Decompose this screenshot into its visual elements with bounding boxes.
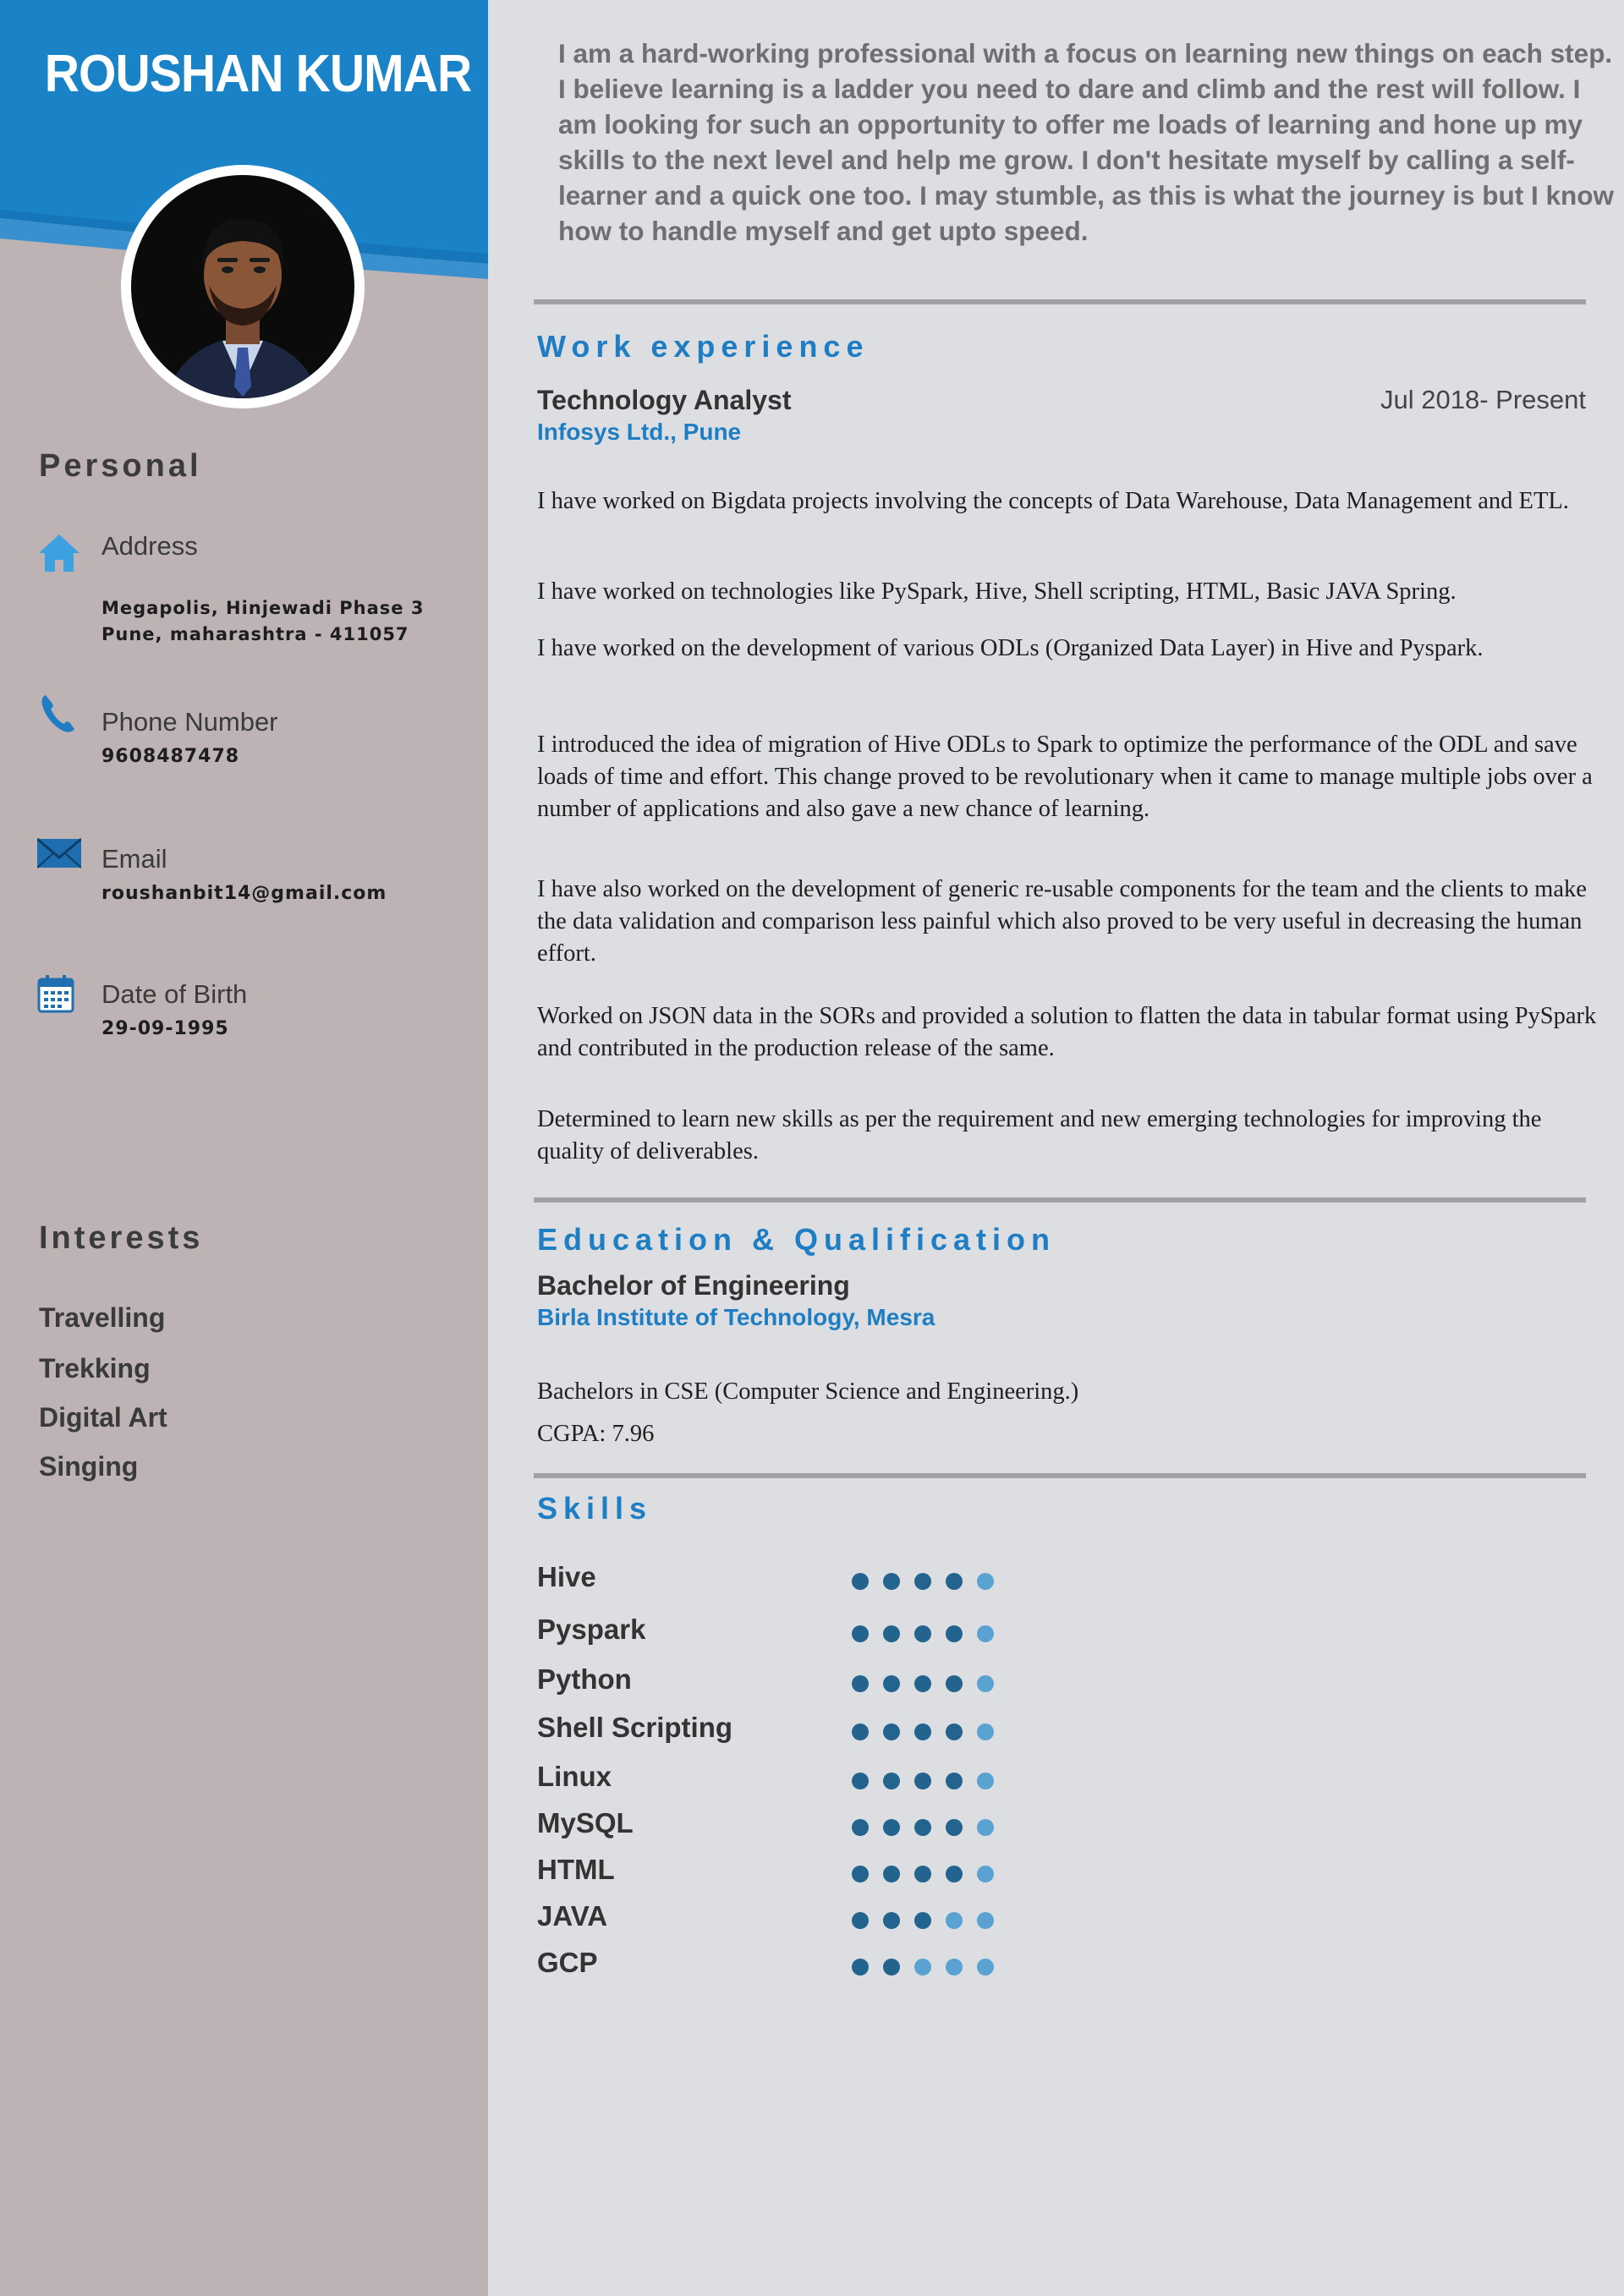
interest-item: Travelling xyxy=(39,1302,166,1333)
work-paragraph: I have worked on technologies like PySpark, Hive, Shell scripting, HTML, Basic JAVA Spring. xyxy=(537,578,1457,605)
rating-dot-filled xyxy=(883,1625,900,1642)
skill-rating xyxy=(850,1719,1002,1745)
work-paragraph: Worked on JSON data in the SORs and provided a solution to flatten the data in tabular format using PySpark and contributed in the production release of the same. xyxy=(537,1003,1597,1061)
skill-name: Python xyxy=(537,1663,632,1695)
profile-summary: I am a hard-working professional with a focus on learning new things on each step. I believe learning is a ladder you need to dare and climb and the rest will follow. I am looking for such an opportunity to offer me loads of learning and hone up my skills to the next level and help me grow. I don't hesitate myself by calling a self-learner and a quick one too. I may stumble, as this is what the journey is but I know how to handle myself and get upto speed. xyxy=(558,38,1615,246)
rating-dot-filled xyxy=(883,1912,900,1929)
rating-dot-filled xyxy=(852,1723,869,1740)
skill-rating xyxy=(850,1861,1002,1887)
skill-name: GCP xyxy=(537,1947,598,1978)
rating-dot-filled xyxy=(852,1573,869,1590)
work-paragraph: Determined to learn new skills as per the requirement and new emerging technologies for improving the quality of deliverables. xyxy=(537,1106,1542,1164)
rating-dot-filled xyxy=(852,1773,869,1789)
address-line-2: Pune, maharashtra - 411057 xyxy=(102,624,409,644)
rating-dot-filled xyxy=(946,1625,963,1642)
interest-item: Singing xyxy=(39,1451,139,1482)
job-dates: Jul 2018- Present xyxy=(1380,385,1586,414)
education-detail: Bachelors in CSE (Computer Science and Engineering.) xyxy=(537,1378,1079,1405)
interest-item: Digital Art xyxy=(39,1402,167,1433)
skill-rating xyxy=(850,1569,1002,1594)
skill-rating xyxy=(850,1908,1002,1933)
phone-icon xyxy=(37,692,81,736)
calendar-icon xyxy=(37,974,81,1018)
rating-dot-filled xyxy=(914,1819,931,1836)
work-paragraph: I introduced the idea of migration of Hive ODLs to Spark to optimize the performance of the ODL and save loads of time and effort. This change proved to be revolutionary when it came to manage multiple jobs over a number of applications and also gave a new chance of learning. xyxy=(537,732,1593,822)
rating-dot-filled xyxy=(914,1573,931,1590)
skill-rating xyxy=(850,1815,1002,1840)
skills-heading: Skills xyxy=(537,1491,653,1526)
company-name: Infosys Ltd., Pune xyxy=(537,419,742,445)
education-detail: CGPA: 7.96 xyxy=(537,1421,655,1447)
rating-dot-empty xyxy=(977,1573,994,1590)
rating-dot-filled xyxy=(946,1573,963,1590)
work-paragraph: I have worked on the development of various ODLs (Organized Data Layer) in Hive and Pyspark. xyxy=(537,635,1484,661)
institute-name: Birla Institute of Technology, Mesra xyxy=(537,1304,935,1330)
skill-name: Shell Scripting xyxy=(537,1712,733,1743)
rating-dot-filled xyxy=(946,1819,963,1836)
rating-dot-filled xyxy=(946,1773,963,1789)
rating-dot-filled xyxy=(852,1625,869,1642)
rating-dot-empty xyxy=(946,1959,963,1975)
rating-dot-filled xyxy=(914,1675,931,1692)
email-value[interactable]: roushanbit14@gmail.com xyxy=(102,883,387,904)
rating-dot-filled xyxy=(852,1959,869,1975)
rating-dot-filled xyxy=(883,1573,900,1590)
rating-dot-empty xyxy=(946,1912,963,1929)
rating-dot-empty xyxy=(977,1912,994,1929)
education-heading: Education & Qualification xyxy=(537,1222,1056,1257)
rating-dot-filled xyxy=(914,1866,931,1882)
work-paragraph: I have also worked on the development of generic re-usable components for the team and the clients to make the data validation and comparison less painful which also proved to be very useful in decreasing the human effort. xyxy=(537,876,1587,967)
address-label: Address xyxy=(102,531,198,561)
rating-dot-filled xyxy=(946,1675,963,1692)
work-paragraph: I have worked on Bigdata projects involving the concepts of Data Warehouse, Data Management and ETL. xyxy=(537,488,1569,514)
rating-dot-empty xyxy=(977,1819,994,1836)
skill-rating xyxy=(850,1671,1002,1696)
rating-dot-filled xyxy=(883,1819,900,1836)
envelope-icon xyxy=(37,836,81,879)
interest-item: Trekking xyxy=(39,1353,151,1384)
rating-dot-filled xyxy=(946,1723,963,1740)
rating-dot-filled xyxy=(883,1773,900,1789)
skill-name: HTML xyxy=(537,1854,615,1885)
address-line-1: Megapolis, Hinjewadi Phase 3 xyxy=(102,598,425,618)
rating-dot-filled xyxy=(914,1773,931,1789)
rating-dot-filled xyxy=(852,1819,869,1836)
rating-dot-empty xyxy=(977,1959,994,1975)
section-divider xyxy=(534,299,1586,304)
phone-label: Phone Number xyxy=(102,707,278,737)
email-label: Email xyxy=(102,844,167,874)
interests-heading: Interests xyxy=(39,1220,204,1256)
sidebar xyxy=(0,0,488,2296)
profile-photo xyxy=(131,175,354,398)
personal-heading: Personal xyxy=(39,448,202,484)
main-content xyxy=(488,0,1624,2296)
rating-dot-empty xyxy=(977,1723,994,1740)
rating-dot-filled xyxy=(946,1866,963,1882)
rating-dot-filled xyxy=(852,1866,869,1882)
degree-title: Bachelor of Engineering xyxy=(537,1270,850,1301)
phone-value[interactable]: 9608487478 xyxy=(102,746,240,767)
section-divider xyxy=(534,1197,1586,1203)
rating-dot-filled xyxy=(914,1625,931,1642)
rating-dot-empty xyxy=(977,1675,994,1692)
rating-dot-filled xyxy=(883,1723,900,1740)
rating-dot-empty xyxy=(977,1866,994,1882)
dob-value: 29-09-1995 xyxy=(102,1018,229,1039)
skill-rating xyxy=(850,1621,1002,1647)
skill-name: Linux xyxy=(537,1761,612,1792)
skill-name: JAVA xyxy=(537,1900,608,1932)
rating-dot-filled xyxy=(852,1675,869,1692)
rating-dot-filled xyxy=(914,1723,931,1740)
resume-name: ROUSHAN KUMAR xyxy=(44,45,472,103)
home-icon xyxy=(37,531,81,575)
section-divider xyxy=(534,1473,1586,1478)
rating-dot-empty xyxy=(914,1959,931,1975)
job-title: Technology Analyst xyxy=(537,385,792,415)
rating-dot-filled xyxy=(883,1959,900,1975)
skill-rating xyxy=(850,1768,1002,1794)
rating-dot-filled xyxy=(852,1912,869,1929)
rating-dot-empty xyxy=(977,1625,994,1642)
dob-label: Date of Birth xyxy=(102,979,248,1009)
skill-rating xyxy=(850,1954,1002,1980)
work-experience-heading: Work experience xyxy=(537,329,870,364)
skill-name: Pyspark xyxy=(537,1614,646,1645)
avatar xyxy=(121,165,365,408)
rating-dot-filled xyxy=(883,1866,900,1882)
rating-dot-filled xyxy=(883,1675,900,1692)
skill-name: MySQL xyxy=(537,1807,634,1838)
rating-dot-filled xyxy=(914,1912,931,1929)
rating-dot-empty xyxy=(977,1773,994,1789)
skill-name: Hive xyxy=(537,1561,596,1592)
